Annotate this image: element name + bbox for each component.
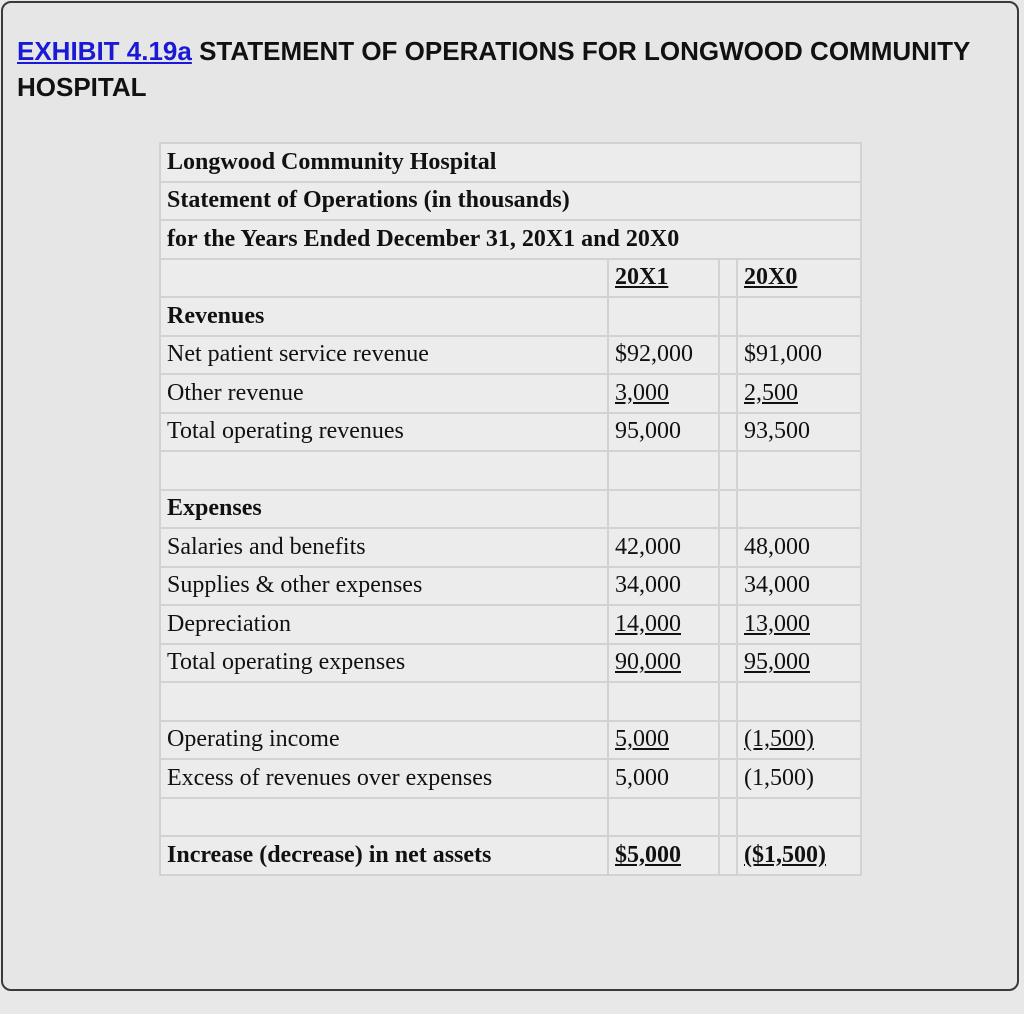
- value-20x1-cell: [608, 836, 719, 875]
- column-gap: [719, 490, 737, 529]
- value-20x1: $5,000: [615, 841, 681, 868]
- value-20x0: 2,500: [744, 379, 798, 406]
- value-20x1: 95,000: [608, 413, 719, 452]
- row-label: Supplies & other expenses: [160, 567, 608, 606]
- table-row: [160, 528, 861, 567]
- row-label: Excess of revenues over expenses: [160, 759, 608, 798]
- exhibit-title: [17, 33, 977, 105]
- value-20x0: (1,500): [737, 759, 861, 798]
- table-row: [160, 413, 861, 452]
- column-gap: [719, 759, 737, 798]
- statement-title: Statement of Operations (in thousands): [160, 182, 861, 221]
- row-label: [160, 451, 608, 490]
- value-20x1: [608, 297, 719, 336]
- total-row: [160, 836, 861, 875]
- value-20x0-cell: [737, 836, 861, 875]
- table-header-row: [160, 182, 861, 221]
- value-20x1: 5,000: [615, 726, 669, 753]
- value-20x0: [737, 798, 861, 837]
- table-row: [160, 644, 861, 683]
- row-label: Depreciation: [160, 605, 608, 644]
- column-gap: [719, 682, 737, 721]
- row-label: Total operating revenues: [160, 413, 608, 452]
- column-gap: [719, 798, 737, 837]
- statement-period: for the Years Ended December 31, 20X1 and 20X0: [160, 220, 861, 259]
- section-row-expenses: [160, 490, 861, 529]
- value-20x0-cell: [737, 374, 861, 413]
- column-header-20x0: 20X0: [737, 259, 861, 298]
- row-label: Other revenue: [160, 374, 608, 413]
- column-gap: [719, 336, 737, 375]
- column-gap: [719, 374, 737, 413]
- row-label: Revenues: [160, 297, 608, 336]
- table-row: [160, 605, 861, 644]
- row-label: Increase (decrease) in net assets: [160, 836, 608, 875]
- row-label: Expenses: [160, 490, 608, 529]
- spacer-row: [160, 798, 861, 837]
- value-20x0: [737, 682, 861, 721]
- exhibit-link[interactable]: EXHIBIT 4.19a: [17, 36, 192, 66]
- table-header-row: [160, 143, 861, 182]
- value-20x1-cell: [608, 605, 719, 644]
- value-20x0-cell: [737, 605, 861, 644]
- spacer-row: [160, 451, 861, 490]
- column-gap: [719, 567, 737, 606]
- column-gap: [719, 605, 737, 644]
- value-20x0: [737, 297, 861, 336]
- value-20x1: [608, 682, 719, 721]
- column-gap: [719, 836, 737, 875]
- value-20x1: [608, 451, 719, 490]
- table-row: [160, 567, 861, 606]
- section-row-revenues: [160, 297, 861, 336]
- value-20x1: 14,000: [615, 610, 681, 637]
- column-gap: [719, 451, 737, 490]
- column-gap: [719, 721, 737, 760]
- value-20x1: 90,000: [615, 649, 681, 676]
- column-gap: [719, 297, 737, 336]
- value-20x1-cell: [608, 721, 719, 760]
- value-20x0: $91,000: [737, 336, 861, 375]
- value-20x0-cell: [737, 644, 861, 683]
- column-gap: [719, 528, 737, 567]
- column-gap: [719, 259, 737, 298]
- value-20x0: [737, 490, 861, 529]
- row-label: Net patient service revenue: [160, 336, 608, 375]
- value-20x1-cell: [608, 644, 719, 683]
- value-20x1: 42,000: [608, 528, 719, 567]
- table-row: [160, 721, 861, 760]
- value-20x1: 5,000: [608, 759, 719, 798]
- value-20x0: 95,000: [744, 649, 810, 676]
- value-20x0-cell: [737, 721, 861, 760]
- statement-table: [159, 142, 862, 876]
- value-20x1: [608, 490, 719, 529]
- value-20x1: 3,000: [615, 379, 669, 406]
- column-header-blank: [160, 259, 608, 298]
- value-20x0: (1,500): [744, 726, 814, 753]
- spacer-row: [160, 682, 861, 721]
- value-20x1: [608, 798, 719, 837]
- value-20x1: $92,000: [608, 336, 719, 375]
- value-20x0: 13,000: [744, 610, 810, 637]
- value-20x1: 34,000: [608, 567, 719, 606]
- value-20x0: 34,000: [737, 567, 861, 606]
- value-20x0: 48,000: [737, 528, 861, 567]
- table-row: [160, 336, 861, 375]
- exhibit-title-text: STATEMENT OF OPERATIONS FOR LONGWOOD COMMUNITY HOSPITAL: [17, 36, 970, 102]
- table-row: [160, 759, 861, 798]
- value-20x1-cell: [608, 374, 719, 413]
- row-label: Total operating expenses: [160, 644, 608, 683]
- row-label: Salaries and benefits: [160, 528, 608, 567]
- column-gap: [719, 644, 737, 683]
- table-header-row: [160, 220, 861, 259]
- row-label: [160, 682, 608, 721]
- value-20x0: 93,500: [737, 413, 861, 452]
- column-header-row: [160, 259, 861, 298]
- hospital-name: Longwood Community Hospital: [160, 143, 861, 182]
- value-20x0: [737, 451, 861, 490]
- row-label: [160, 798, 608, 837]
- table-row: [160, 374, 861, 413]
- column-gap: [719, 413, 737, 452]
- row-label: Operating income: [160, 721, 608, 760]
- value-20x0: ($1,500): [744, 841, 826, 868]
- column-header-20x1: 20X1: [608, 259, 719, 298]
